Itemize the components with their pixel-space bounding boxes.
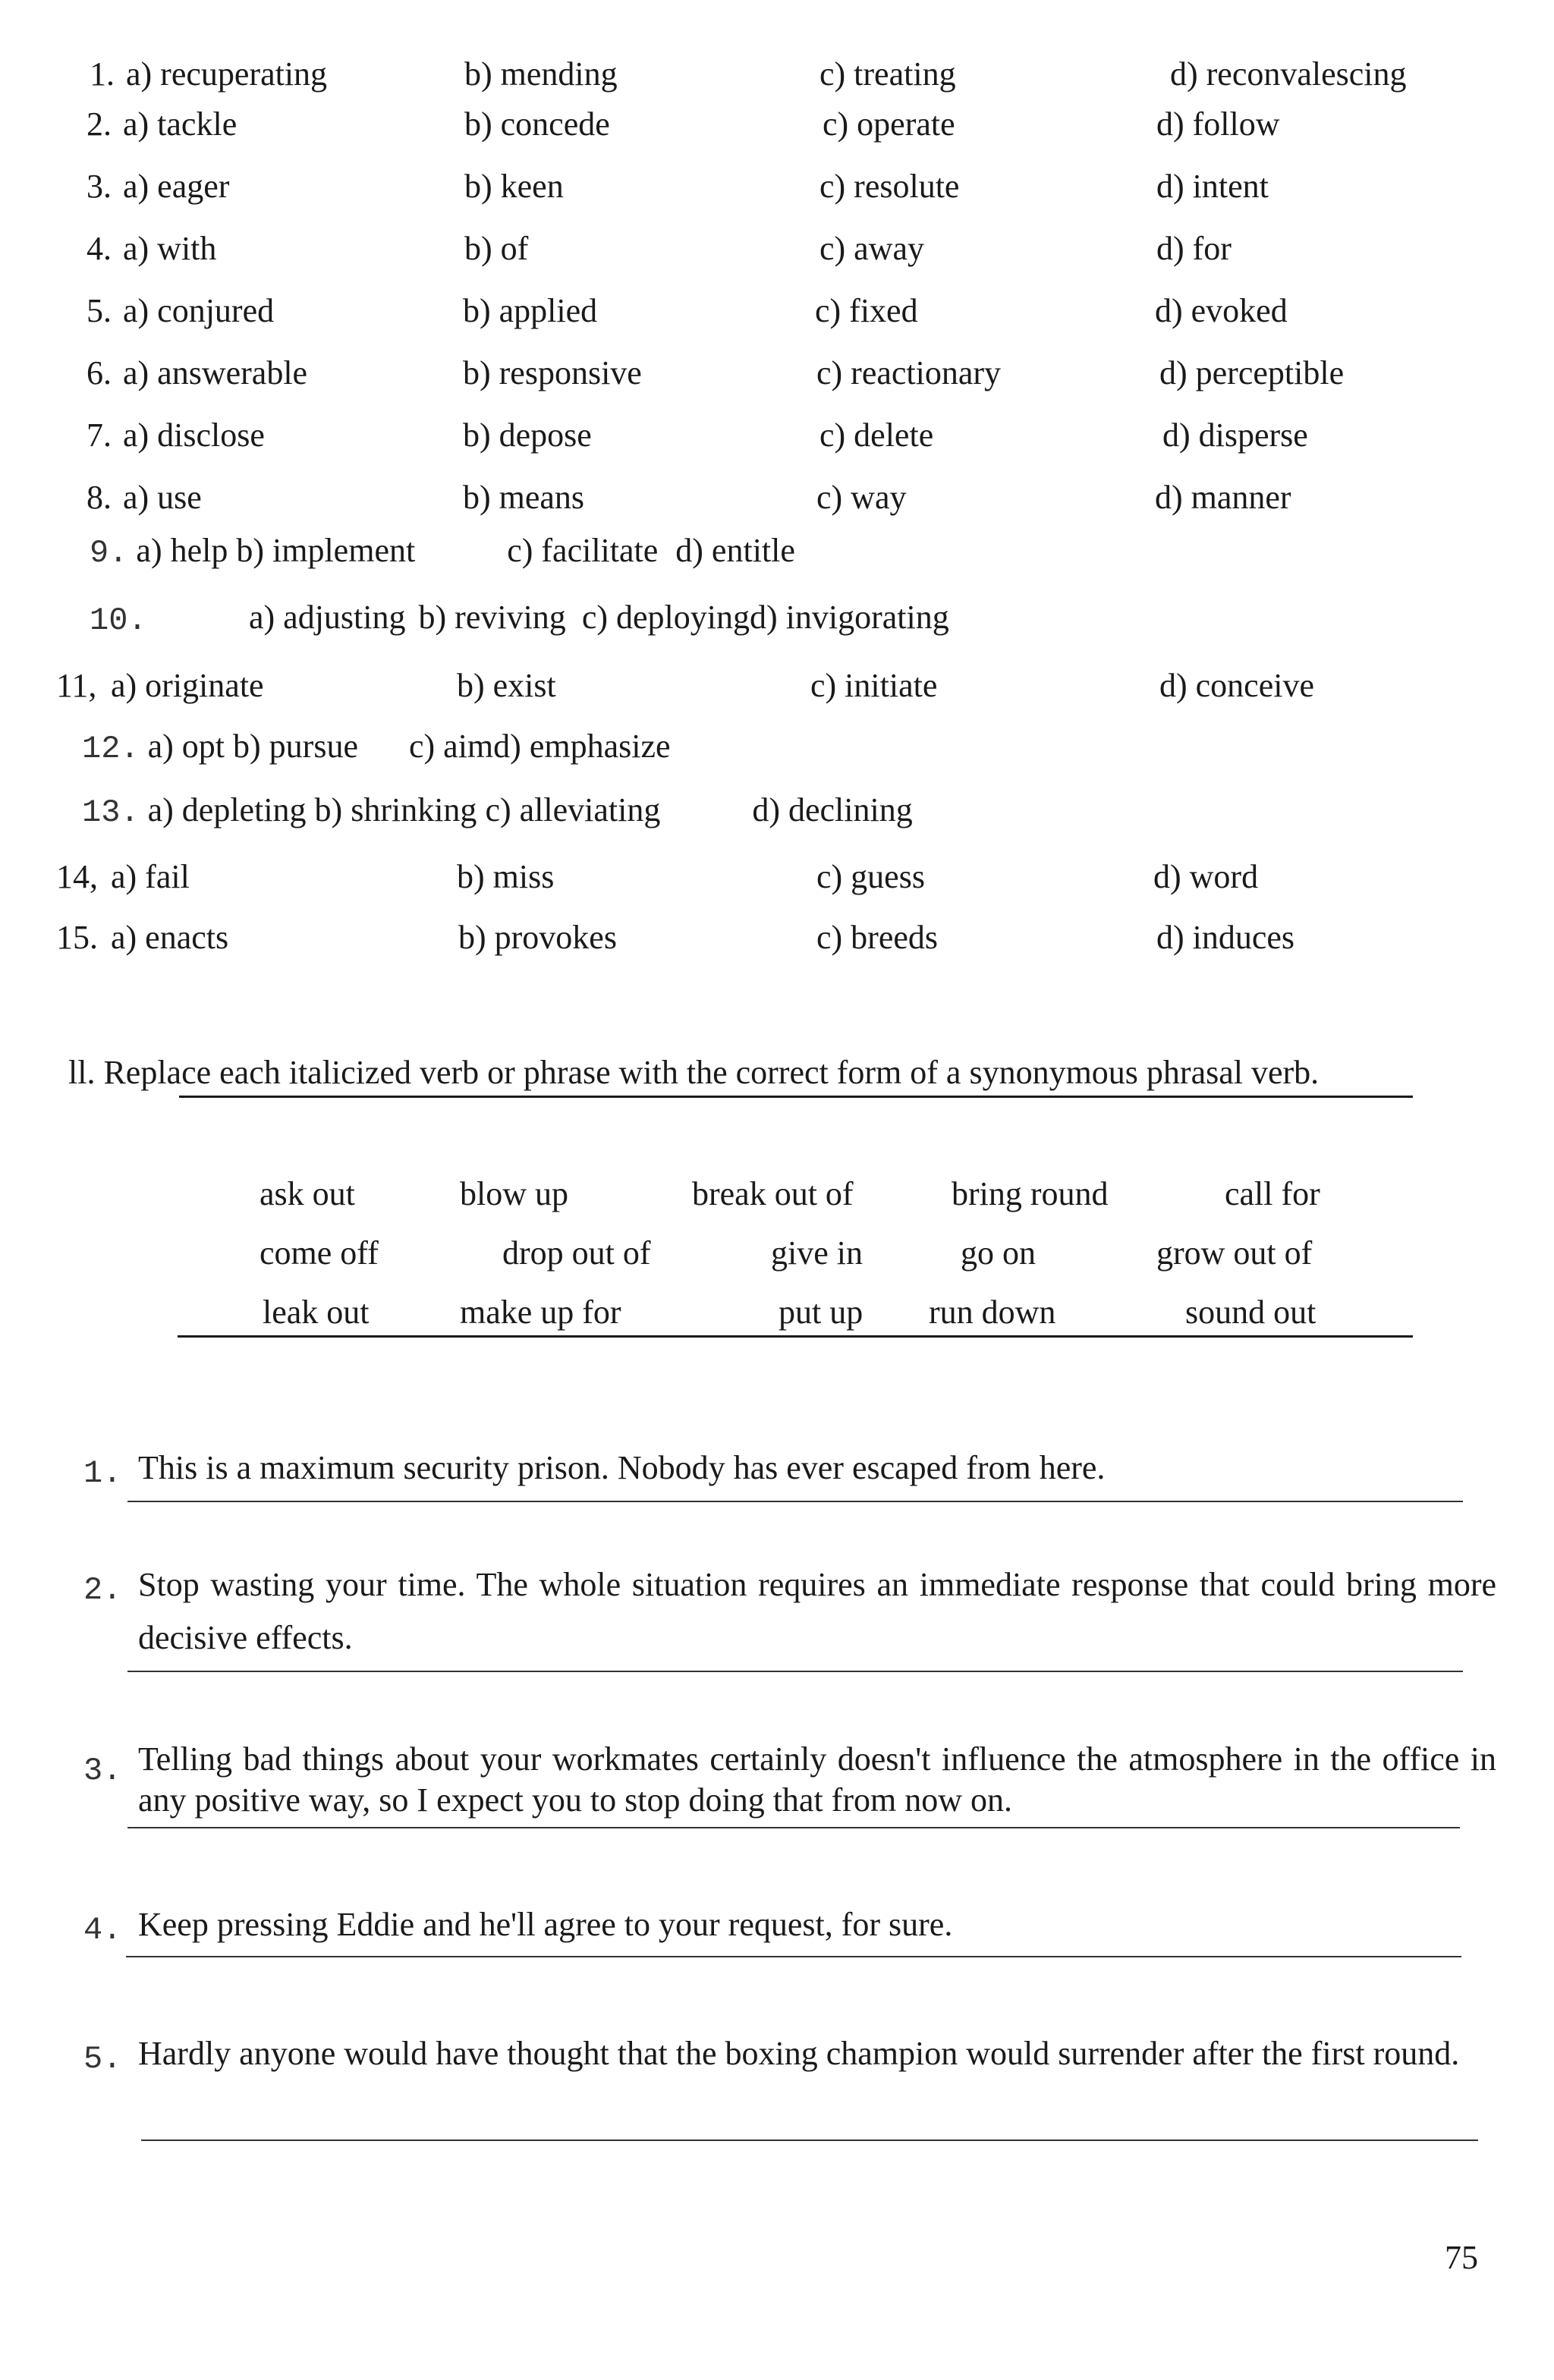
mcq-option-b: b) miss: [457, 858, 555, 895]
mcq-number: 7.: [87, 417, 112, 454]
mcq-option-c: c) operate: [823, 105, 955, 143]
phrasal-verb: drop out of: [502, 1234, 651, 1272]
mcq-option-b: b) exist: [457, 667, 556, 704]
mcq-number: 4.: [87, 230, 112, 267]
exercise-text: Stop wasting your time. The whole situation requires an immediate response that could bring more decisive effects.: [138, 1566, 1496, 1656]
mcq-number: 11,: [56, 667, 97, 704]
mcq-option-a: a) disclose: [123, 417, 265, 454]
page-number: 75: [1445, 2239, 1478, 2276]
mcq-number: 12.: [82, 731, 140, 767]
mcq-option-d: d) declining: [752, 791, 913, 828]
mcq-option-c: c) breeds: [816, 919, 939, 956]
phrasal-verb: sound out: [1185, 1294, 1316, 1331]
phrasal-verb: break out of: [692, 1175, 854, 1212]
mcq-option-b: b) implement: [236, 532, 416, 569]
mcq-option-c: c) facilitate: [507, 532, 659, 569]
mcq-option-d: d) for: [1156, 230, 1232, 267]
answer-line[interactable]: [126, 1956, 1461, 1957]
word-box-rule: [178, 1335, 1413, 1338]
phrasal-verb: run down: [929, 1294, 1056, 1331]
phrasal-verb: come off: [260, 1234, 379, 1272]
mcq-option-a: a) tackle: [123, 105, 238, 143]
phrasal-verb: bring round: [952, 1175, 1109, 1212]
answer-line[interactable]: [127, 1671, 1463, 1672]
mcq-option-b: b) responsive: [463, 354, 642, 391]
mcq-option-d: d) intent: [1156, 168, 1269, 205]
mcq-row: [90, 534, 795, 569]
phrasal-verb: call for: [1225, 1175, 1320, 1212]
mcq-option-d: d) disperse: [1162, 417, 1308, 454]
mcq-option-a: a) conjured: [123, 292, 275, 329]
exercise-number: 3.: [83, 1753, 122, 1789]
mcq-number: 14,: [56, 858, 98, 895]
exercise-text: Keep pressing Eddie and he'll agree to your request, for sure.: [138, 1906, 953, 1943]
mcq-number: 3.: [87, 168, 112, 205]
mcq-option-b: b) of: [464, 230, 529, 267]
mcq-option-b: b) mending: [464, 55, 618, 93]
mcq-option-d: d) entitle: [675, 532, 795, 569]
mcq-option-d: d) perceptible: [1159, 354, 1345, 391]
exercise-number: 1.: [83, 1455, 122, 1492]
mcq-option-b: b) pursue: [233, 728, 358, 765]
mcq-option-c: c) aim: [409, 728, 494, 765]
mcq-number: 15.: [56, 919, 98, 956]
mcq-option-b: b) provokes: [458, 919, 617, 956]
mcq-number: 5.: [87, 292, 112, 329]
mcq-option-a: a) eager: [123, 168, 230, 205]
mcq-option-b: b) reviving: [418, 599, 566, 636]
exercise-text: Hardly anyone would have thought that the boxing champion would surrender after the first round.: [138, 2035, 1460, 2072]
mcq-option-d: d) reconvalescing: [1170, 55, 1407, 93]
section-heading: ll. Replace each italicized verb or phrase with the correct form of a synonymous phrasal verb.: [68, 1054, 1320, 1091]
exercise-text: This is a maximum security prison. Nobody has ever escaped from here.: [138, 1449, 1106, 1486]
mcq-option-b: b) means: [463, 479, 585, 516]
exercise-text: Telling bad things about your workmates certainly doesn't influence the atmosphere in the office in any positive way, so I expect you to stop doing that from now on.: [138, 1740, 1496, 1819]
mcq-number: 9.: [90, 535, 128, 571]
mcq-option-c: c) away: [819, 230, 925, 267]
mcq-option-a: a) answerable: [123, 354, 308, 391]
mcq-option-c: c) fixed: [815, 292, 918, 329]
phrasal-verb: ask out: [260, 1175, 355, 1212]
mcq-option-a: a) recuperating: [126, 55, 328, 93]
mcq-option-a: a) depleting: [147, 791, 307, 828]
mcq-number: 1.: [90, 55, 115, 93]
phrasal-verb: leak out: [263, 1294, 370, 1331]
mcq-option-c: c) alleviating: [485, 791, 661, 828]
mcq-option-c: c) initiate: [810, 667, 938, 704]
mcq-option-b: b) shrinking: [314, 791, 477, 828]
mcq-option-d: d) invigorating: [749, 599, 949, 636]
mcq-option-a: a) opt: [147, 728, 225, 765]
mcq-number: 10.: [90, 602, 147, 639]
mcq-row: [82, 730, 671, 765]
mcq-option-a: a) originate: [111, 667, 264, 704]
mcq-option-b: b) depose: [463, 417, 592, 454]
mcq-option-b: b) applied: [463, 292, 598, 329]
mcq-option-c: c) resolute: [819, 168, 960, 205]
mcq-option-c: c) way: [816, 479, 907, 516]
mcq-option-d: d) induces: [1156, 919, 1295, 956]
exercise-number: 5.: [83, 2041, 122, 2077]
phrasal-verb: make up for: [460, 1294, 621, 1331]
mcq-number: 8.: [87, 479, 112, 516]
mcq-number: 2.: [87, 105, 112, 143]
exercise-number: 4.: [83, 1912, 122, 1948]
answer-line[interactable]: [127, 1827, 1460, 1828]
phrasal-verb: give in: [771, 1234, 863, 1272]
mcq-option-a: a) with: [123, 230, 217, 267]
mcq-options-inline: [249, 601, 949, 634]
answer-line[interactable]: [141, 2139, 1478, 2141]
mcq-option-c: c) treating: [819, 55, 956, 93]
phrasal-verb: put up: [779, 1294, 864, 1331]
mcq-option-a: a) use: [123, 479, 202, 516]
mcq-option-a: a) enacts: [111, 919, 229, 956]
mcq-option-b: b) keen: [464, 168, 564, 205]
mcq-option-a: a) fail: [111, 858, 190, 895]
mcq-option-b: b) concede: [464, 105, 610, 143]
mcq-option-a: a) help: [136, 532, 228, 569]
exercise-number: 2.: [83, 1572, 122, 1608]
mcq-option-a: a) adjusting: [249, 599, 406, 636]
mcq-option-d: d) word: [1153, 858, 1259, 895]
mcq-option-c: c) delete: [819, 417, 934, 454]
mcq-option-d: d) manner: [1155, 479, 1291, 516]
mcq-number: 6.: [87, 354, 112, 391]
mcq-row: [82, 791, 913, 831]
phrasal-verb: grow out of: [1156, 1234, 1313, 1272]
phrasal-verb: go on: [961, 1234, 1036, 1272]
phrasal-verb: blow up: [460, 1175, 568, 1212]
heading-underline: [179, 1096, 1413, 1098]
mcq-option-c: c) deploying: [581, 599, 750, 636]
mcq-option-d: d) follow: [1156, 105, 1280, 143]
mcq-option-c: c) reactionary: [816, 354, 1002, 391]
mcq-option-c: c) guess: [816, 858, 925, 895]
mcq-number: 13.: [82, 794, 140, 831]
mcq-option-d: d) conceive: [1159, 667, 1314, 704]
mcq-option-d: d) emphasize: [493, 728, 671, 765]
mcq-option-d: d) evoked: [1155, 292, 1288, 329]
answer-line[interactable]: [127, 1501, 1463, 1502]
